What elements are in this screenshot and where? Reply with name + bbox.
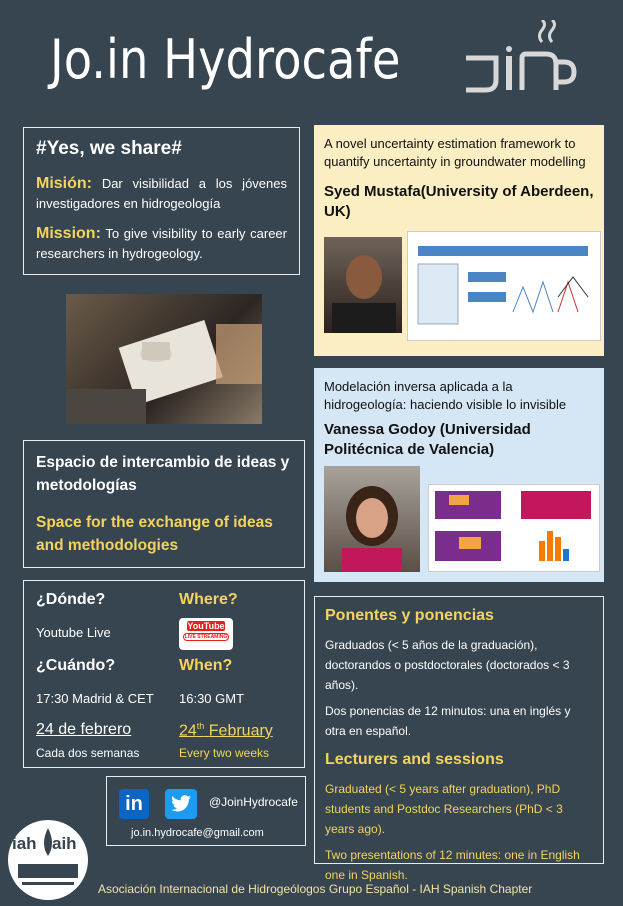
speakers-heading-en: Lecturers and sessions [325,751,504,768]
platform-label: Youtube Live [36,625,111,640]
schedule-box [23,580,305,768]
speakers-p2-en: Two presentations of 12 minutes: one in English one in Spanish. [325,848,580,882]
time-en: 16:30 GMT [179,691,245,706]
youtube-badge: YouTube [187,621,225,631]
talk1-speaker: Syed Mustafa(University of Aberdeen, UK) [324,183,594,220]
mision-label: Misión: [36,175,92,192]
desk-photo [66,294,262,424]
footer-text: Asociación Internacional de Hidrogeólogos Grupo Español - IAH Spanish Chapter [98,882,533,896]
exchange-box [23,440,305,568]
youtube-live-icon[interactable] [179,618,233,650]
where-en: Where? [179,591,238,608]
date-en [179,721,273,740]
youtube-sub: LIVE STREAMING [184,634,228,640]
iah-left-text: iah [12,834,37,853]
speakers-p2-es: Dos ponencias de 12 minutos: una en inglés y otra en español. [325,704,571,738]
talk2-title: Modelación inversa aplicada a la hidrogeología: haciendo visible lo invisible [324,379,567,412]
social-handle[interactable]: @JoinHydrocafe [209,795,298,809]
speakers-heading-es: Ponentes y ponencias [325,607,494,624]
talk2-speaker: Vanessa Godoy (Universidad Politécnica de Valencia) [324,421,531,458]
person-silhouette [324,237,402,333]
mission-label: Mission: [36,225,101,242]
talk1-speaker-photo [324,237,402,333]
person-silhouette [324,466,420,572]
when-en: When? [179,657,233,674]
speakers-box [314,596,604,882]
exchange-en: Space for the exchange of ideas and methodologies [36,514,273,554]
bird-glyph [170,795,192,813]
talk1-title: A novel uncertainty estimation framework to quantify uncertainty in groundwater modelling [324,136,586,169]
social-box [106,776,306,846]
date-es: 24 de febrero [36,721,132,738]
framework-diagram [408,232,600,340]
page-title: Jo.in Hydrocafe [50,28,401,91]
heatmap-figure [429,485,599,571]
when-es: ¿Cuándo? [36,657,116,674]
talk1-figure [407,231,601,341]
freq-es: Cada dos semanas [36,746,140,760]
speakers-p1-en: Graduated (< 5 years after graduation), PhD students and Postdoc Researchers (PhD < 3 years ago). [325,782,563,836]
freq-en: Every two weeks [179,746,270,760]
talk2-speaker-photo [324,466,420,572]
share-box [23,127,300,275]
speakers-p1-es: Graduados (< 5 años de la graduación), doctorandos o postdoctorales (doctorados < 3 años). [325,638,570,692]
date-en-sup: th [196,721,205,731]
twitter-icon[interactable] [165,789,197,819]
time-es: 17:30 Madrid & CET [36,691,154,706]
iah-drop-icon [8,820,88,900]
talk1-card [314,125,604,356]
desk-illustration [66,294,262,424]
linkedin-icon[interactable]: in [119,789,149,819]
hydrocafe-logo [462,20,580,100]
share-heading: #Yes, we share# [36,138,182,159]
talk2-card [314,368,604,582]
iah-right-text: aih [52,834,77,853]
date-en-month: February [208,722,273,740]
mission-text: To give visibility to early career researchers in hydrogeology. [36,226,287,261]
where-es: ¿Dónde? [36,591,106,608]
social-email[interactable]: jo.in.hydrocafe@gmail.com [131,827,264,839]
date-en-day: 24 [179,722,197,740]
iah-logo [8,820,88,900]
exchange-es: Espacio de intercambio de ideas y metodologías [36,454,290,494]
talk2-figure [428,484,600,572]
mision-text: Dar visibilidad a los jóvenes investigadores en hidrogeología [36,176,287,211]
